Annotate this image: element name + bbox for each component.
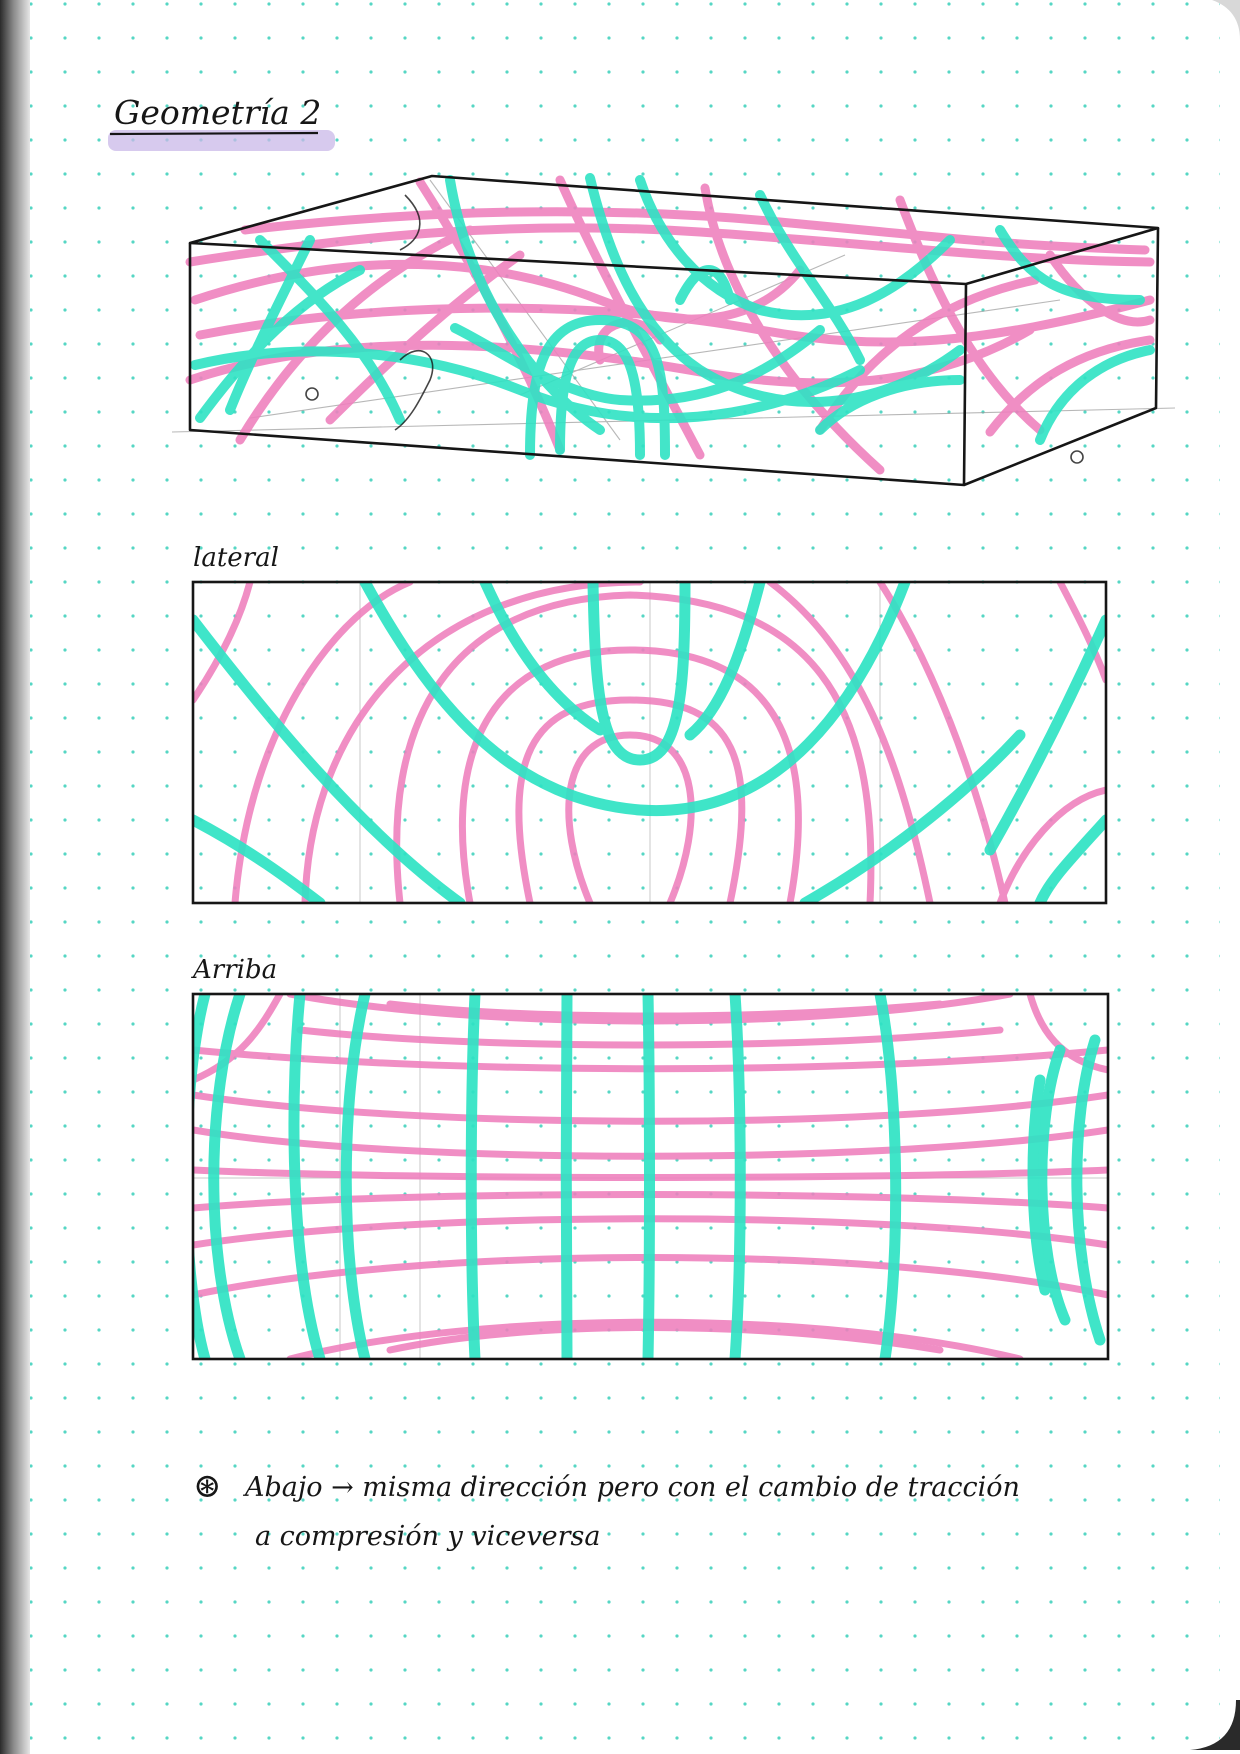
note-line-2: a compresión y viceversa bbox=[255, 1521, 601, 1552]
notebook-spine-edge bbox=[0, 0, 30, 1754]
arriba-label: Arriba bbox=[193, 955, 278, 985]
title-underline bbox=[110, 133, 318, 134]
lateral-label: lateral bbox=[193, 543, 279, 573]
note-line-1: Abajo → misma dirección pero con el cambio de tracción bbox=[245, 1472, 1020, 1503]
page-title: Geometría 2 bbox=[114, 93, 322, 132]
note-asterisk-icon: ⊛ bbox=[193, 1466, 222, 1506]
